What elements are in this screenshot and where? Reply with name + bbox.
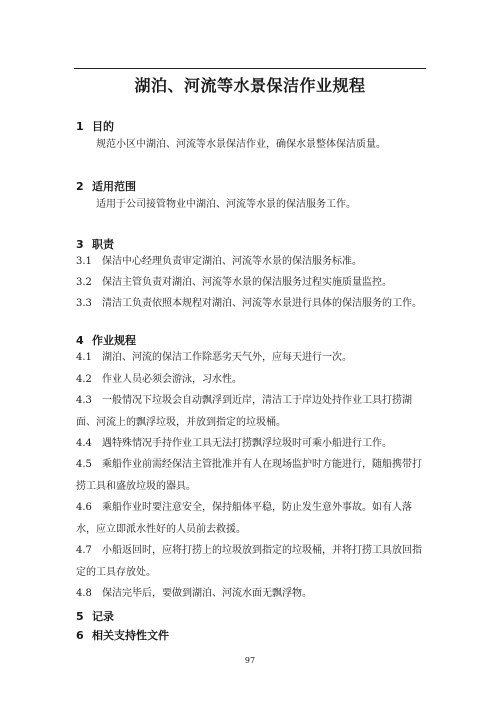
list-item: 3.1 保洁中心经理负责审定湖泊、河流等水景的保洁服务标准。 [76, 256, 362, 267]
list-item: 3.3 清洁工负责依照本规程对湖泊、河流等水景进行具体的保洁服务的工作。 [76, 298, 422, 309]
section-heading-scope: 2 适用范围 [76, 180, 136, 193]
list-item: 4.8 保洁完毕后，要做到湖泊、河流水面无飘浮物。 [76, 588, 312, 599]
list-item: 3.2 保洁主管负责对湖泊、河流等水景的保洁服务过程实施质量监控。 [76, 277, 392, 288]
list-item: 4.2 作业人员必须会游泳，习水性。 [76, 374, 242, 385]
section-heading-procedure: 4 作业规程 [76, 334, 136, 347]
section-text-purpose: 规范小区中湖泊、河流等水景保洁作业，确保水景整体保洁质量。 [96, 139, 386, 150]
page-number: 97 [244, 656, 256, 665]
list-item: 4.5 乘船作业前需经保洁主管批准并有人在现场监护时方能进行，随船携带打捞工具和盛放垃圾的器具。 [76, 459, 422, 492]
section-text-scope: 适用于公司接管物业中湖泊、河流等水景的保洁服务工作。 [96, 199, 356, 210]
section-heading-related-docs: 6 相关支持性文件 [76, 629, 169, 642]
list-item: 4.7 小船返回时，应将打捞上的垃圾放到指定的垃圾桶，并将打捞工具放回指定的工具存放处。 [76, 545, 422, 578]
header-rule [74, 68, 426, 69]
list-item: 4.6 乘船作业时要注意安全，保持船体平稳，防止发生意外事故。如有人落水，应立即派水性好的人员前去救援。 [76, 502, 412, 535]
list-item: 4.1 湖泊、河流的保洁工作除恶劣天气外，应每天进行一次。 [76, 352, 352, 363]
list-item: 4.4 遇特殊情况手持作业工具无法打捞飘浮垃圾时可乘小船进行工作。 [76, 438, 392, 449]
list-item: 4.3 一般情况下垃圾会自动飘浮到近岸，清洁工于岸边处持作业工具打捞湖面、河流上的飘浮垃圾，并放到指定的垃圾桶。 [76, 395, 412, 428]
section-heading-duties: 3 职责 [76, 238, 114, 251]
section-heading-purpose: 1 目的 [76, 120, 114, 133]
document-title: 湖泊、河流等水景保洁作业规程 [134, 76, 366, 95]
section-heading-records: 5 记录 [76, 610, 114, 623]
